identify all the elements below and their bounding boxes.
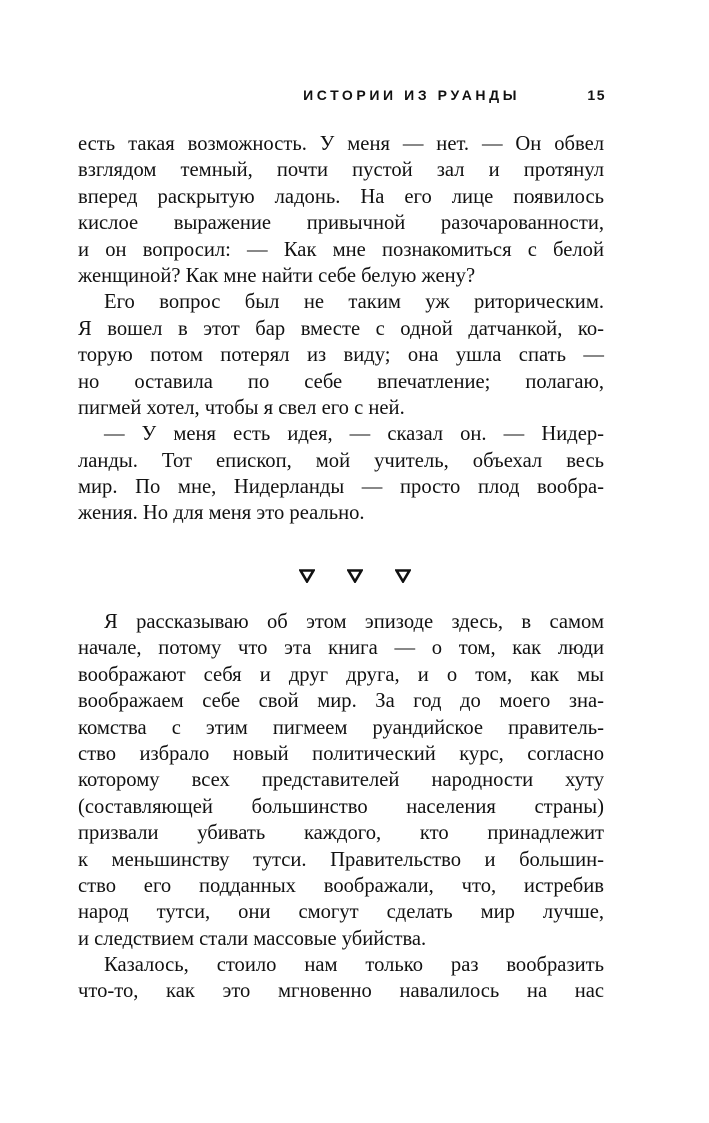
text-line: ство избрало новый политический курс, согласно (78, 742, 604, 765)
text-line: — У меня есть идея, — сказал он. — Нидер- (104, 423, 604, 446)
text-line: к меньшинству тутси. Правительство и большин- (78, 848, 604, 871)
text-line: кислое выражение привычной разочарованности, (78, 212, 604, 235)
triangle-down-icon (299, 569, 315, 583)
text-line: которому всех представителей народности хуту (78, 769, 604, 792)
text-line: и он вопросил: — Как мне познакомиться с белой (78, 238, 604, 261)
text-line: Его вопрос был не таким уж риторическим. (104, 291, 604, 314)
text-line: Я рассказываю об этом эпизоде здесь, в самом (104, 611, 604, 633)
text-line: Я вошел в этот бар вместе с одной датчанкой, ко- (78, 317, 604, 340)
paragraph (78, 609, 604, 952)
text-line: но оставила по себе впечатление; полагаю, (78, 370, 604, 393)
text-line: ланды. Тот епископ, мой учитель, объехал весь (78, 449, 604, 472)
section-divider (0, 569, 709, 589)
text-line: призвали убивать каждого, кто принадлежит (78, 822, 604, 845)
text-line: воображаем себе свой мир. За год до моего зна- (78, 690, 604, 713)
paragraph (78, 131, 604, 289)
text-line: комства с этим пигмеем руандийское правитель- (78, 716, 604, 739)
running-title: ИСТОРИИ ИЗ РУАНДЫ (303, 87, 520, 103)
text-line: народ тутси, они смогут сделать мир лучше, (78, 901, 604, 924)
text-line: вперед раскрытую ладонь. На его лице появилось (78, 185, 604, 208)
paragraph (78, 421, 604, 527)
text-line: Казалось, стоило нам только раз вообразить (104, 954, 604, 977)
text-line: мир. По мне, Нидерланды — просто плод вообра- (78, 476, 604, 499)
text-line: ство его подданных воображали, что, истребив (78, 874, 604, 897)
text-line: торую потом потерял из виду; она ушла спать — (78, 344, 604, 367)
text-line: начале, потому что эта книга — о том, как люди (78, 637, 604, 660)
text-line: пигмей хотел, чтобы я свел его с ней. (78, 396, 405, 419)
text-line: есть такая возможность. У меня — нет. — Он обвел (78, 133, 604, 155)
paragraph (78, 952, 604, 1005)
triangle-down-icon (395, 569, 411, 583)
triangle-down-icon (347, 569, 363, 583)
text-line: (составляющей большинство населения страны) (78, 795, 604, 818)
text-line: и следствием стали массовые убийства. (78, 927, 427, 950)
text-line: женщиной? Как мне найти себе белую жену? (78, 264, 476, 287)
page-number: 15 (587, 87, 606, 103)
text-block-upper (78, 131, 604, 527)
paragraph (78, 289, 604, 421)
text-block-lower (78, 609, 604, 1005)
text-line: что-то, как это мгновенно навалилось на нас (78, 980, 604, 1003)
text-line: воображают себя и друг друга, и о том, как мы (78, 663, 604, 686)
text-line: жения. Но для меня это реально. (78, 502, 365, 525)
page-header (78, 84, 606, 106)
text-line: взглядом темный, почти пустой зал и протянул (78, 159, 604, 182)
